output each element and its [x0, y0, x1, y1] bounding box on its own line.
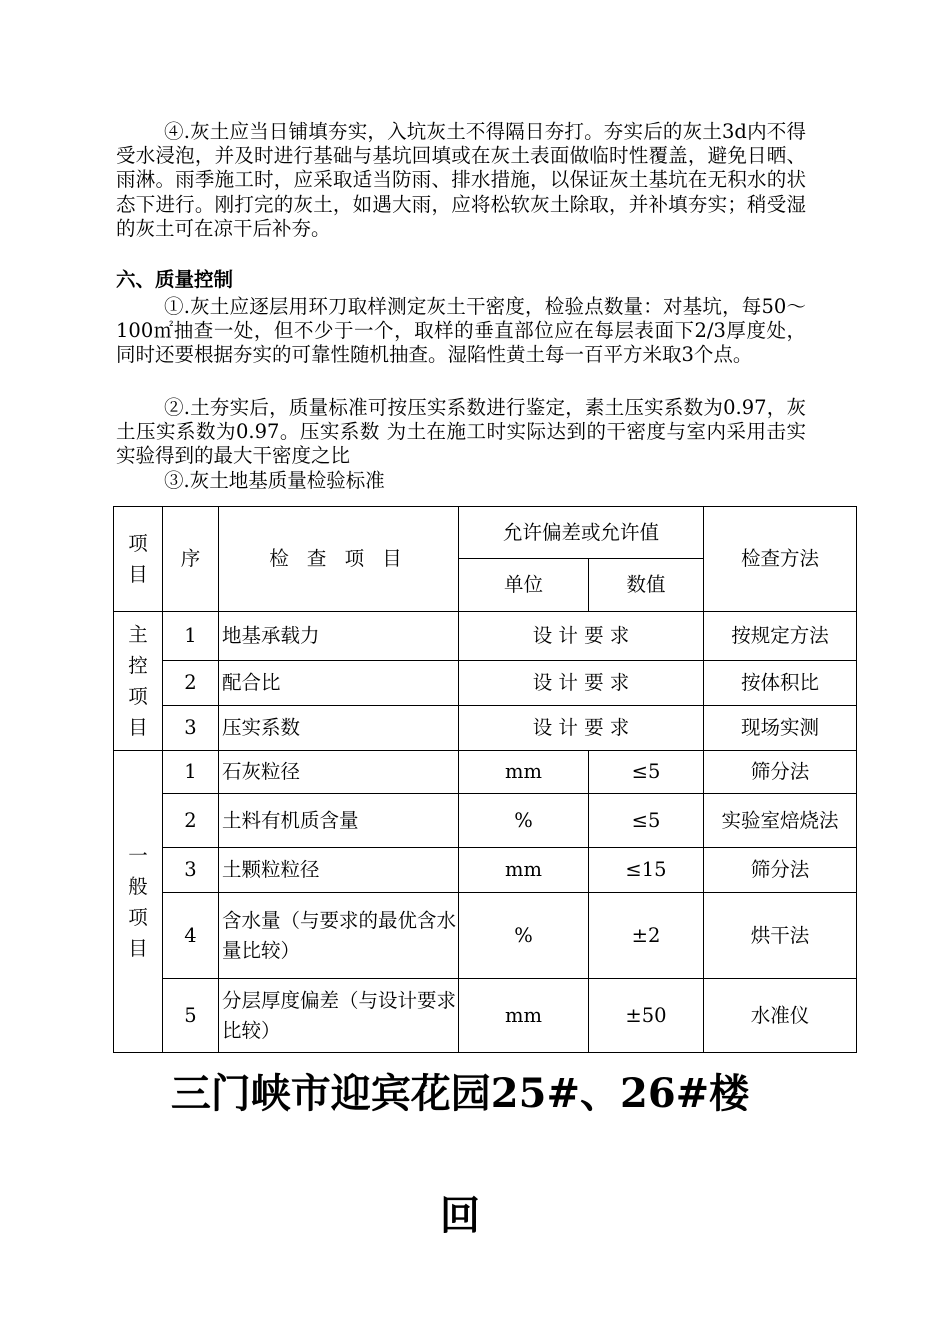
paragraph-4: ④.灰土应当日铺填夯实，入坑灰土不得隔日夯打。夯实后的灰土3d内不得受水浸泡，并及时进行基础与基坑回填或在灰土表面做临时性覆盖，避免日晒、雨淋。雨季施工时，应采取适当防雨、排水措施，以保证灰土基坑在无积水的状态下进行。刚打完的灰土，如遇大雨，应将松软灰土除取，并补填夯实；稍受湿的灰土可在凉干后补夯。: [116, 120, 806, 240]
header-item: 项目: [114, 507, 163, 612]
group-main-control: 主控项目: [114, 612, 163, 751]
row-value: ≤5: [589, 751, 704, 794]
row-method: 按体积比: [704, 661, 857, 706]
table-row: [114, 661, 857, 706]
row-seq: 3: [163, 848, 219, 893]
row-item: 石灰粒径: [219, 751, 459, 794]
table-row: [114, 794, 857, 848]
paragraph-quality-3: ③.灰土地基质量检验标准: [164, 469, 385, 492]
paragraph-quality-2: ②.土夯实后，质量标准可按压实系数进行鉴定，素土压实系数为0.97，灰土压实系数为0.97。压实系数 为土在施工时实际达到的干密度与室内采用击实实验得到的最大干密度之比: [116, 396, 806, 468]
section-heading-quality-control: 六、质量控制: [116, 268, 234, 291]
row-value: ±2: [589, 893, 704, 979]
row-item: 地基承载力: [219, 612, 459, 661]
row-method: 实验室焙烧法: [704, 794, 857, 848]
row-item: 分层厚度偏差（与设计要求比较）: [219, 979, 459, 1053]
row-requirement: 设 计 要 求: [459, 661, 704, 706]
row-seq: 5: [163, 979, 219, 1053]
row-seq: 1: [163, 612, 219, 661]
header-method: 检查方法: [704, 507, 857, 612]
row-method: 筛分法: [704, 751, 857, 794]
row-seq: 2: [163, 661, 219, 706]
row-seq: 1: [163, 751, 219, 794]
header-seq: 序: [163, 507, 219, 612]
row-seq: 3: [163, 706, 219, 751]
row-item: 土颗粒粒径: [219, 848, 459, 893]
header-unit: 单位: [459, 559, 589, 612]
row-value: ±50: [589, 979, 704, 1053]
row-item: 配合比: [219, 661, 459, 706]
row-seq: 4: [163, 893, 219, 979]
row-seq: 2: [163, 794, 219, 848]
quality-inspection-table: [113, 506, 857, 1053]
header-check-item: 检 查 项 目: [219, 507, 459, 612]
table-row: [114, 979, 857, 1053]
row-method: 烘干法: [704, 893, 857, 979]
row-value: ≤15: [589, 848, 704, 893]
row-method: 按规定方法: [704, 612, 857, 661]
table-row: [114, 893, 857, 979]
row-method: 现场实测: [704, 706, 857, 751]
table-row: [114, 706, 857, 751]
table-row: [114, 751, 857, 794]
table-row: [114, 612, 857, 661]
project-title: 三门峡市迎宾花园25#、26#楼: [170, 1070, 750, 1117]
row-item: 土料有机质含量: [219, 794, 459, 848]
row-unit: %: [459, 794, 589, 848]
group-general: 一般项目: [114, 751, 163, 1053]
table-row: [114, 848, 857, 893]
row-unit: mm: [459, 751, 589, 794]
row-item: 含水量（与要求的最优含水量比较）: [219, 893, 459, 979]
row-item: 压实系数: [219, 706, 459, 751]
header-value: 数值: [589, 559, 704, 612]
row-unit: %: [459, 893, 589, 979]
row-method: 筛分法: [704, 848, 857, 893]
paragraph-quality-1: ①.灰土应逐层用环刀取样测定灰土干密度，检验点数量：对基坑，每50～100㎡抽查一处，但不少于一个，取样的垂直部位应在每层表面下2/3厚度处，同时还要根据夯实的可靠性随机抽查。湿陷性黄土每一百平方米取3个点。: [116, 295, 806, 367]
row-requirement: 设 计 要 求: [459, 612, 704, 661]
row-unit: mm: [459, 848, 589, 893]
row-requirement: 设 计 要 求: [459, 706, 704, 751]
row-unit: mm: [459, 979, 589, 1053]
header-tolerance: 允许偏差或允许值: [459, 507, 704, 559]
project-title-continued: 回: [440, 1192, 480, 1239]
row-method: 水准仪: [704, 979, 857, 1053]
row-value: ≤5: [589, 794, 704, 848]
